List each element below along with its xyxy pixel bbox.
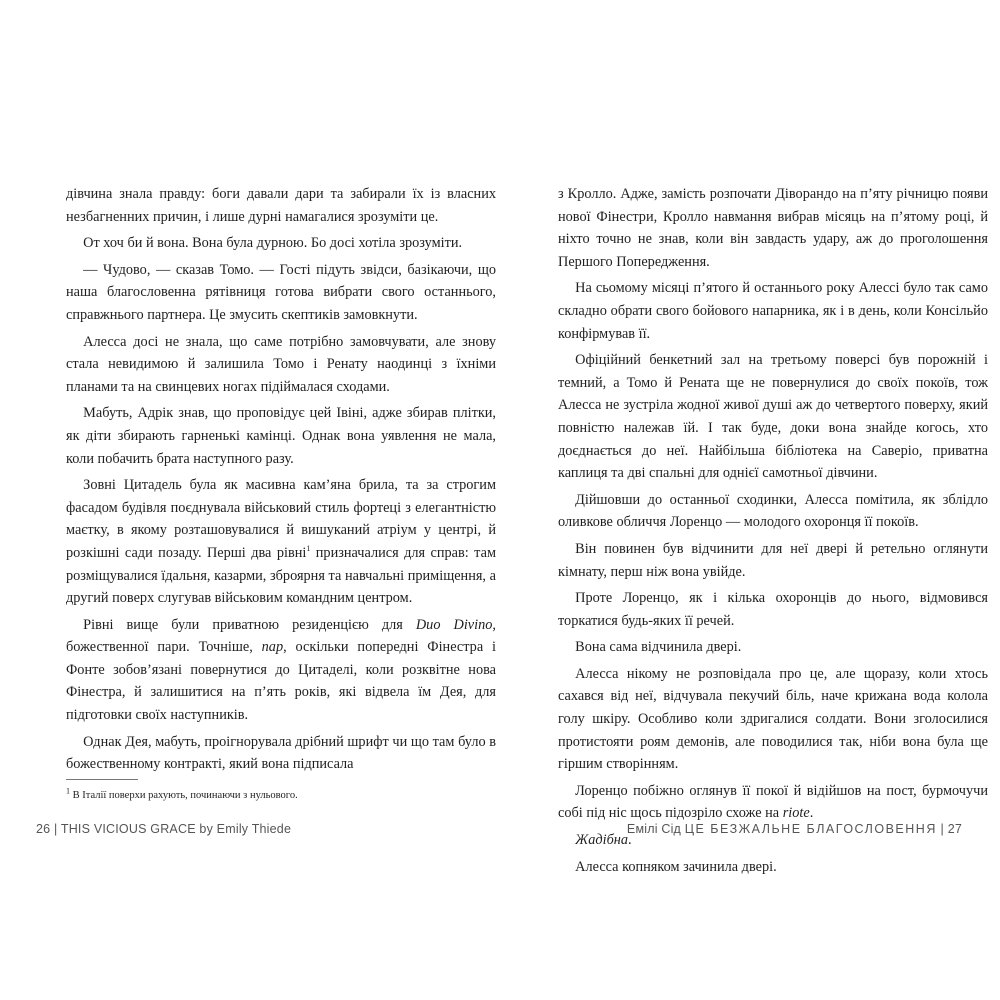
running-head-page: 27 (947, 822, 962, 836)
left-page (66, 183, 496, 780)
paragraph: Алесса досі не знала, що саме потрібно замовчувати, але знову стала невидимою й залишила Томо і Ренату наодинці з їхніми планами та на свинцевих ногах підіймалася сходами. (66, 333, 496, 395)
paragraph (558, 780, 988, 825)
paragraph-text: . (628, 832, 632, 849)
italic-text: пар (261, 639, 284, 656)
paragraph-text: , божественної пари. Точніше, (66, 616, 496, 656)
footnote-marker: 1 (66, 786, 70, 796)
paragraph-text: Рівні вище були приватною резиденцією для (83, 616, 416, 633)
running-head-separator: | (940, 822, 944, 836)
paragraph-text: . (809, 805, 814, 822)
paragraph-text: призначалися для справ: там розміщувалися їдальня, казарми, зброярня та навчальні приміщення, а другий поверх слугував військовим командним центром. (66, 544, 497, 607)
paragraph-text: Зовні Цитадель була як масивна кам’яна брила, та за строгим фасадом будівля поєднувала військовий стиль фортеці з елегантністю маєтку, в якому розташовувалися й вишуканий атріум у центрі, й розкішні сади позаду. Перші два рівні (66, 477, 496, 561)
paragraph: Алесса копняком зачинила двері. (575, 858, 777, 875)
paragraph (66, 474, 496, 610)
paragraph: з Кролло. Адже, замість розпочати Діворандо на п’яту річницю появи нової Фінестри, Кролло навмання вибрав місяць на п’ятому році, й ніхто точно не знав, коли він завдасть удару, аж до проголошення Першого Попередження. (558, 186, 988, 270)
italic-text: Жадібна (575, 832, 629, 849)
paragraph: Він повинен був відчинити для неї двері й ретельно оглянути кімнату, перш ніж вона увійде. (558, 540, 988, 580)
italic-text: riote (782, 805, 810, 822)
paragraph: На сьомому місяці п’ятого й останнього року Алессі було так само складно обрати свого бойового напарника, як і в день, коли Консільйо конфірмував її. (558, 280, 988, 342)
right-running-head (627, 822, 962, 836)
paragraph-text: Лоренцо побіжно оглянув її покої й відійшов на пост, бурмочучи собі під ніс щось підозріло схоже на (558, 782, 988, 822)
paragraph: Мабуть, Адрік знав, що проповідує цей Івіні, адже збирав плітки, як діти збирають гарненькі камінці. Однак вона уявлення не мала, коли побачить брата наступного разу. (66, 405, 496, 467)
paragraph: Офіційний бенкетний зал на третьому поверсі був порожній і темний, а Томо й Рената ще не повернулися до своїх покоїв, тож Алесса не зустріла жодної живої душі аж до четвертого поверху, який повністю належав їй. І так буде, доки вона знайде когось, хто доєднається до неї. Найбільша бібліотека на Саверіо, приватна каплиця та дві спальні для однієї самотньої дівчини. (558, 352, 988, 482)
paragraph: От хоч би й вона. Вона була дурною. Бо досі хотіла зрозуміти. (83, 235, 463, 252)
paragraph: Проте Лоренцо, як і кілька охоронців до нього, відмовився торкатися будь-яких її речей. (558, 590, 988, 629)
paragraph: Однак Дея, мабуть, проігнорувала дрібний шрифт чи що там було в божественному контракті, який вона підписала (66, 733, 496, 773)
left-running-head: 26 | THIS VICIOUS GRACE by Emily Thiede (36, 822, 292, 836)
paragraph: Дійшовши до останньої сходинки, Алесса помітила, як зблідло оливкове обличчя Лоренцо — молодого охоронця її покоїв. (558, 491, 988, 531)
paragraph: — Чудово, — сказав Томо. — Гості підуть звідси, базікаючи, що наша благословенна рятівниця готова вибрати свого останнього, справжнього партнера. Це змусить скептиків замовкнути. (66, 261, 496, 323)
footnote-ref: 1 (306, 544, 311, 554)
italic-text: Duo Divino (415, 616, 493, 633)
running-head-author: Емілі Сід (626, 822, 682, 836)
paragraph-text: , оскільки попередні Фінестра і Фонте зобов’язані повернутися до Цитаделі, коли розквітне нова Фінестра, й залишитися на п’ять років, які відвела їм Дея, для підготовки своїх наступників. (66, 639, 496, 724)
running-head-title: ЦЕ БЕЗЖАЛЬНЕ БЛАГОСЛОВЕННЯ (684, 822, 937, 836)
paragraph: Вона сама відчинила двері. (575, 639, 742, 656)
paragraph: Алесса нікому не розповідала про це, але щоразу, коли хтось сахався від неї, відчувала пекучий біль, наче крижана вода колола голу шкіру. Особливо коли здригалися солдати. Вони зголосилися протистояти роям демонів, але поводилися так, ніби вона була ще гіршим створінням. (558, 665, 988, 773)
footnote-text: В Італії поверхи рахують, починаючи з нульового. (72, 790, 298, 801)
paragraph: дівчина знала правду: боги давали дари та забирали їх із власних незбагненних причин, і лише дурні намагалися зрозуміти це. (66, 186, 496, 225)
paragraph (66, 614, 496, 727)
right-page (558, 183, 988, 882)
footnote-divider (66, 779, 138, 780)
footnote (66, 786, 496, 803)
